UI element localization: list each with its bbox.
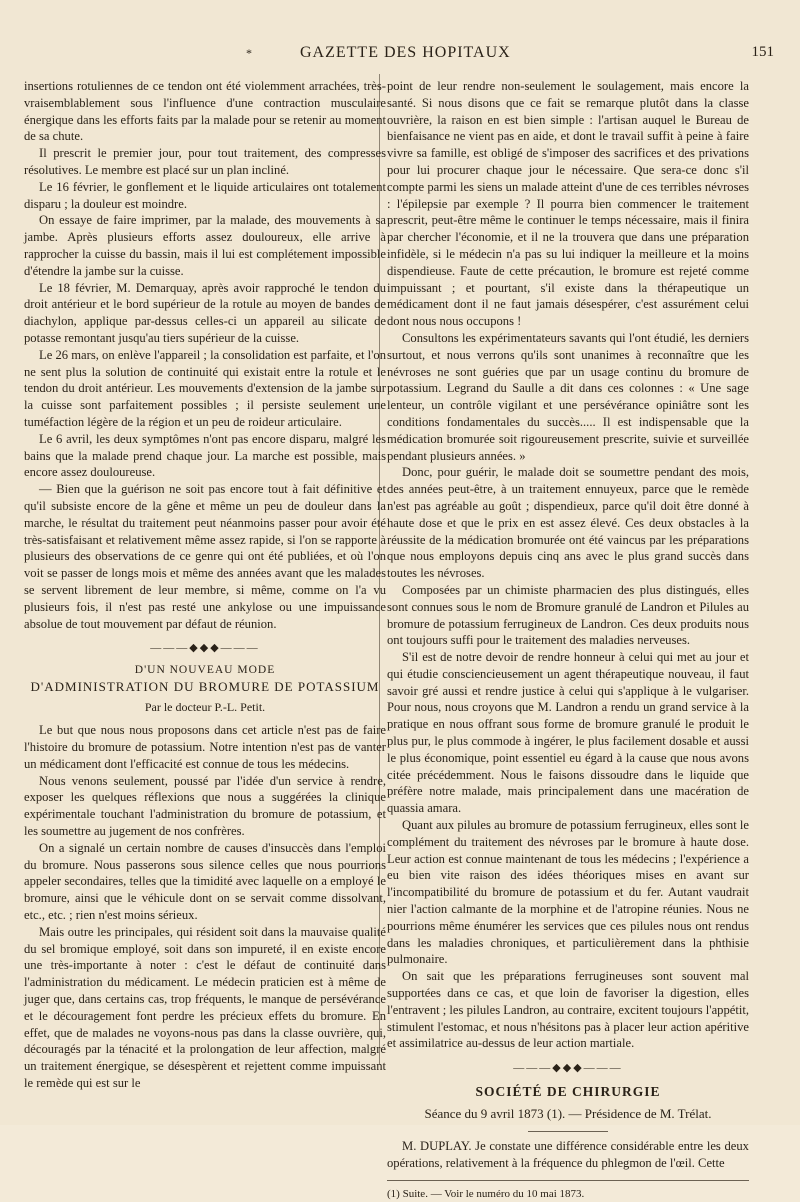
paragraph: Donc, pour guérir, le malade doit se soumettre pendant des mois, des années peut-être, à un traitement ennuyeux, parce que le remède n'est pas agréable au goût ; dispendieux, parce qu'il doit être donné à haute dose et que le prix en est assez élevé. Ces deux obstacles à la réussite de la médication bromurée ont été vaincus par les préparations que nous employons depuis cinq ans avec le plus grand succès dans toutes les névroses.: [387, 465, 749, 581]
footnote: (1) Suite. — Voir le numéro du 10 mai 1873.: [387, 1187, 585, 1200]
speaker-text: Je constate une différence considérable entre les deux opérations, relativement à la fréquence du phlegmon de l'œil. Cette: [387, 1139, 749, 1171]
paragraph: S'il est de notre devoir de rendre honneur à celui qui met au jour et qui étudie consciencieusement un agent thérapeutique nouveau, il faut savoir gré aussi et rendre justice à celui qui s'applique à le vulgariser. Pour nous, nous croyons que M. Landron a rendu un grand service à la pratique en nous offrant sous forme de bromure granulé le produit le plus pur, le plus commode à ingérer, le plus facilement dosable et aussi le plus économique, point essentiel eu égard à la cause que nous avons citée précédemment. Nous le faisons dissoudre dans le liquide que préfère notre malade, mais principalement dans une macération de quassia amara.: [387, 650, 749, 816]
header-asterisk: *: [246, 46, 252, 60]
paragraph: Le 26 mars, on enlève l'appareil ; la consolidation est parfaite, et l'on ne sent plus la solution de continuité qui existait entre la rotule et le tendon du droit antérieur. Les mouvements d'extension de la jambe sur la cuisse sont parfaitement possibles ; il persiste seulement une tuméfaction légère de la région et un peu de roideur articulaire.: [24, 347, 386, 429]
paragraph: Consultons les expérimentateurs savants qui l'ont étudié, les derniers surtout, et nous verrons qu'ils sont unanimes à reconnaître que les névroses ne sont guéries que par un usage continu du bromure de potassium. Legrand du Saulle a dit dans ces colonnes : « Une sage lenteur, un contrôle vigilant et une persévérance opiniâtre sont les conditions fondamentales du succès..... Il est indispensable que la médication bromurée soit rigoureusement prescrite, suivie et surveillée pendant plusieurs années. »: [387, 330, 749, 463]
paragraph: Le 18 février, M. Demarquay, après avoir rapproché le tendon du droit antérieur et le bord supérieur de la rotule au moyen de bandes de diachylon, applique par-dessus celles-ci un appareil au silicate de potasse remontant jusqu'au tiers supérieur de la cuisse.: [24, 280, 386, 345]
paragraph: insertions rotuliennes de ce tendon ont été violemment arrachées, très-vraisemblablement sous l'influence d'une contraction musculaire énergique dans les efforts faits par la malade pour se retenir au moment de sa chute.: [24, 79, 386, 144]
right-column: [387, 78, 749, 1200]
left-column: [24, 78, 386, 1091]
seance-line: Séance du 9 avril 1873 (1). — Présidence de M. Trélat.: [424, 1106, 712, 1122]
article-heading-line-2: D'ADMINISTRATION DU BROMURE DE POTASSIUM: [30, 679, 380, 695]
page-number: 151: [751, 44, 774, 60]
section-title: SOCIÉTÉ DE CHIRURGIE: [475, 1084, 661, 1100]
paragraph: Quant aux pilules au bromure de potassium ferrugineux, elles sont le complément du traitement des névroses par le bromure à haute dose. Leur action est connue maintenant de tous les médecins ; l'expérience a eu bien vite raison des idées théoriques mises en avant sur l'incompatibilité du bromure de potassium et du fer. Autant vaudrait nier l'action calmante de la morphine et de l'atropine réunies. Nous ne pourrions même énumérer les services que ces pilules nous ont rendus dans les maladies chroniques, et particulièrement dans la phthisie pulmonaire.: [387, 818, 749, 967]
page-header: [0, 40, 800, 66]
paragraph: Composées par un chimiste pharmacien des plus distingués, elles sont connues sous le nom de Bromure granulé de Landron et Pilules au bromure de potassium ferrugineux de Landron. Ces deux produits nous ont toujours suffi pour le traitement des maladies nerveuses.: [387, 582, 749, 648]
paragraph: Mais outre les principales, qui résident soit dans la mauvaise qualité du sel bromique employé, soit dans son impureté, il en existe encore une très-importante à noter : c'est le défaut de continuité dans l'administration du médicament. Le médecin praticien est à même de juger que, dans certains cas, trop fréquents, le manque de persévérance et le découragement font perdre les précieux effets du bromure. En effet, que de malades ne voyons-nous pas dans la classe ouvrière, qui, découragés par la ténacité et la prolongation de leur affection, malgré un traitement énergique, se désespèrent et rejettent comme impuissant le remède qui est sur le: [24, 924, 386, 1091]
speaker-name: M. DUPLAY.: [402, 1139, 472, 1154]
article-byline: Par le docteur P.-L. Petit.: [144, 700, 266, 715]
paragraph: Nous venons seulement, poussé par l'idée d'un service à rendre, exposer les quelques réflexions que nous a suggérées la clinique expérimentale touchant l'administration du bromure de potassium, et les soumettre au jugement de nos confrères.: [24, 773, 386, 839]
paragraph: — Bien que la guérison ne soit pas encore tout à fait définitive et qu'il subsiste encore de la gêne et même un peu de douleur dans la marche, le résultat du traitement peut néanmoins passer pour avoir été très-satisfaisant et relativement même assez rapide, si l'on se rapporte à plusieurs des observations de ce genre qui ont été publiées, et où l'on voit se passer de longs mois et même des années avant que les malades se servent librement de leur membre, si même, comme on l'a vu plusieurs fois, il n'est pas resté une ankylose ou une impuissance absolue de tout mouvement par défaut de réunion.: [24, 482, 386, 631]
paragraph: On sait que les préparations ferrugineuses sont souvent mal supportées dans ce cas, et que loin de favoriser la digestion, elles l'entravent ; les pilules Landron, au contraire, excitent toujours l'appétit, stimulent l'estomac, et nous n'hésitons pas à placer leur action apéritive et assimilatrice au-dessus de leur action martiale.: [387, 969, 749, 1051]
paragraph-duplay: [387, 1138, 749, 1172]
short-rule: [528, 1131, 608, 1132]
ornament-divider: ———◆◆◆———: [150, 642, 260, 655]
paragraph: point de leur rendre non-seulement le soulagement, mais encore la santé. Si nous disons que ce fait se remarque plutôt dans la classe ouvrière, la raison en est bien simple : l'artisan auquel le Bureau de bienfaisance ne vient pas en aide, et dont le travail suffit à peine à faire vivre sa famille, est obligé de s'imposer des sacrifices et des privations pour lui procurer chaque jour le nécessaire. Que sera-ce donc s'il compte parmi les siens un malade atteint d'une de ces terribles névroses : l'épilepsie par exemple ? Il pourra bien commencer le traitement prescrit, peut-être même le continuer le temps nécessaire, mais il finira par chercher l'économie, et il ne la trouvera que dans une préparation infidèle, si le médecin n'a pas su lui indiquer la meilleure et la moins dispendieuse. Faute de cette précaution, le bromure est rejeté comme impuissant ; et pourtant, s'il existe dans la thérapeutique un médicament dont il ne faut jamais désespérer, c'est assurément celui dont nous nous occupons !: [387, 79, 749, 329]
paragraph: On a signalé un certain nombre de causes d'insuccès dans l'emploi du bromure. Nous passerons sous silence celles que nous pourrions appeler secondaires, telles que la timidité avec laquelle on a employé le bromure, ainsi que le véhicule dont on se servait comme dissolvant, etc., etc. ; rien n'est moins sérieux.: [24, 840, 386, 923]
article-heading-line-1: D'UN NOUVEAU MODE: [134, 664, 276, 677]
paragraph: Le 6 avril, les deux symptômes n'ont pas encore disparu, malgré les bains que la malade prend chaque jour. La marche est possible, mais encore assez douloureuse.: [24, 431, 386, 480]
ornament-divider: ———◆◆◆———: [513, 1062, 623, 1075]
paragraph: Le 16 février, le gonflement et le liquide articulaires ont totalement disparu ; la douleur est moindre.: [24, 179, 386, 211]
footnote-rule: [387, 1180, 749, 1181]
paragraph: On essaye de faire imprimer, par la malade, des mouvements à sa jambe. Après plusieurs efforts assez douloureux, elle arrive à rapprocher la cuisse du bassin, mais il lui est complétement impossible d'étendre la jambe sur la cuisse.: [24, 213, 386, 278]
journal-title: GAZETTE DES HOPITAUX: [300, 44, 511, 61]
paragraph: Le but que nous nous proposons dans cet article n'est pas de faire l'histoire du bromure de potassium. Notre intention n'est pas de vanter un médicament dont l'efficacité est connue de tous les médecins.: [24, 723, 386, 771]
paragraph: Il prescrit le premier jour, pour tout traitement, des compresses résolutives. Le membre est placé sur un plan incliné.: [24, 146, 386, 177]
